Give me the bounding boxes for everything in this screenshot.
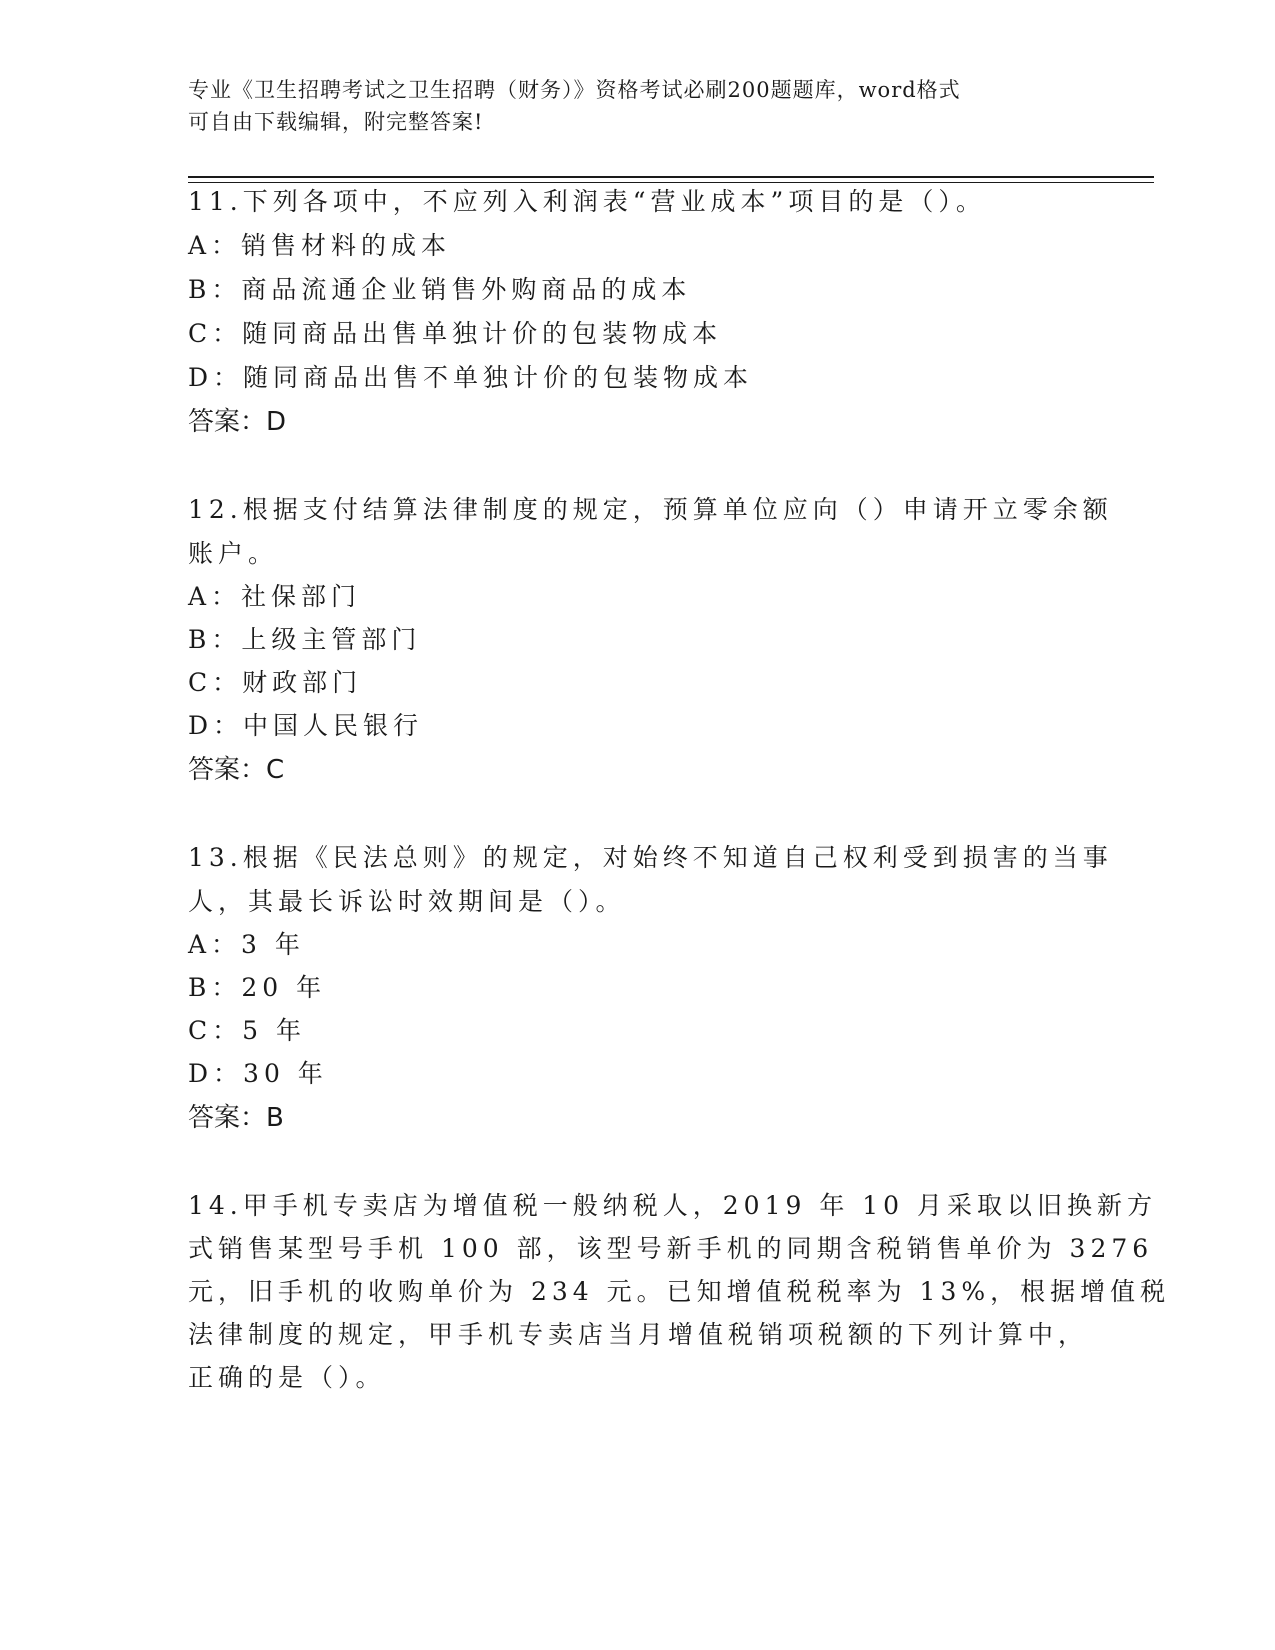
- question-11-option-d: D：随同商品出售不单独计价的包装物成本: [188, 363, 754, 392]
- document-header: [188, 74, 1068, 138]
- question-12-stem-line-1: 12.根据支付结算法律制度的规定，预算单位应向（）申请开立零余额: [188, 495, 1113, 524]
- question-14-stem-line-1: 14.甲手机专卖店为增值税一般纳税人，2019 年 10 月采取以旧换新方: [188, 1191, 1158, 1220]
- question-12-stem-line-2: 账户。: [188, 539, 279, 568]
- question-13-option-d: D：30 年: [188, 1059, 328, 1088]
- question-12-option-a: A：社保部门: [188, 582, 362, 611]
- question-11-stem-line-1: 11.下列各项中，不应列入利润表“营业成本”项目的是（）。: [188, 187, 986, 216]
- question-13-option-a: A：3 年: [188, 930, 305, 959]
- question-14-stem-line-4: 法律制度的规定，甲手机专卖店当月增值税销项税额的下列计算中，: [188, 1320, 1089, 1349]
- question-12-option-d: D：中国人民银行: [188, 711, 424, 740]
- question-13-stem-line-1: 13.根据《民法总则》的规定，对始终不知道自己权利受到损害的当事: [188, 843, 1113, 872]
- header-line-1: 专业《卫生招聘考试之卫生招聘（财务）》资格考试必刷200题题库，word格式: [188, 78, 961, 102]
- question-14-stem-line-2: 式销售某型号手机 100 部，该型号新手机的同期含税销售单价为 3276: [188, 1234, 1154, 1263]
- question-11-option-b: B：商品流通企业销售外购商品的成本: [188, 275, 692, 304]
- question-14-stem-line-3: 元，旧手机的收购单价为 234 元。已知增值税税率为 13%，根据增值税: [188, 1277, 1171, 1306]
- question-12-option-c: C：财政部门: [188, 668, 363, 697]
- question-11-answer: 答案：D: [188, 407, 287, 437]
- question-14-stem-line-5: 正确的是（）。: [188, 1363, 386, 1392]
- header-divider-thin: [188, 182, 1154, 183]
- header-divider-thick: [188, 176, 1154, 178]
- header-line-2: 可自由下载编辑，附完整答案!: [188, 110, 484, 134]
- question-11-option-a: A：销售材料的成本: [188, 231, 452, 260]
- question-13-answer: 答案：B: [188, 1103, 284, 1133]
- question-13-option-b: B：20 年: [188, 973, 327, 1002]
- question-12-option-b: B：上级主管部门: [188, 625, 422, 654]
- question-13-option-c: C：5 年: [188, 1016, 306, 1045]
- question-12-answer: 答案：C: [188, 755, 285, 785]
- question-13-stem-line-2: 人，其最长诉讼时效期间是（）。: [188, 887, 626, 916]
- question-11-option-c: C：随同商品出售单独计价的包装物成本: [188, 319, 723, 348]
